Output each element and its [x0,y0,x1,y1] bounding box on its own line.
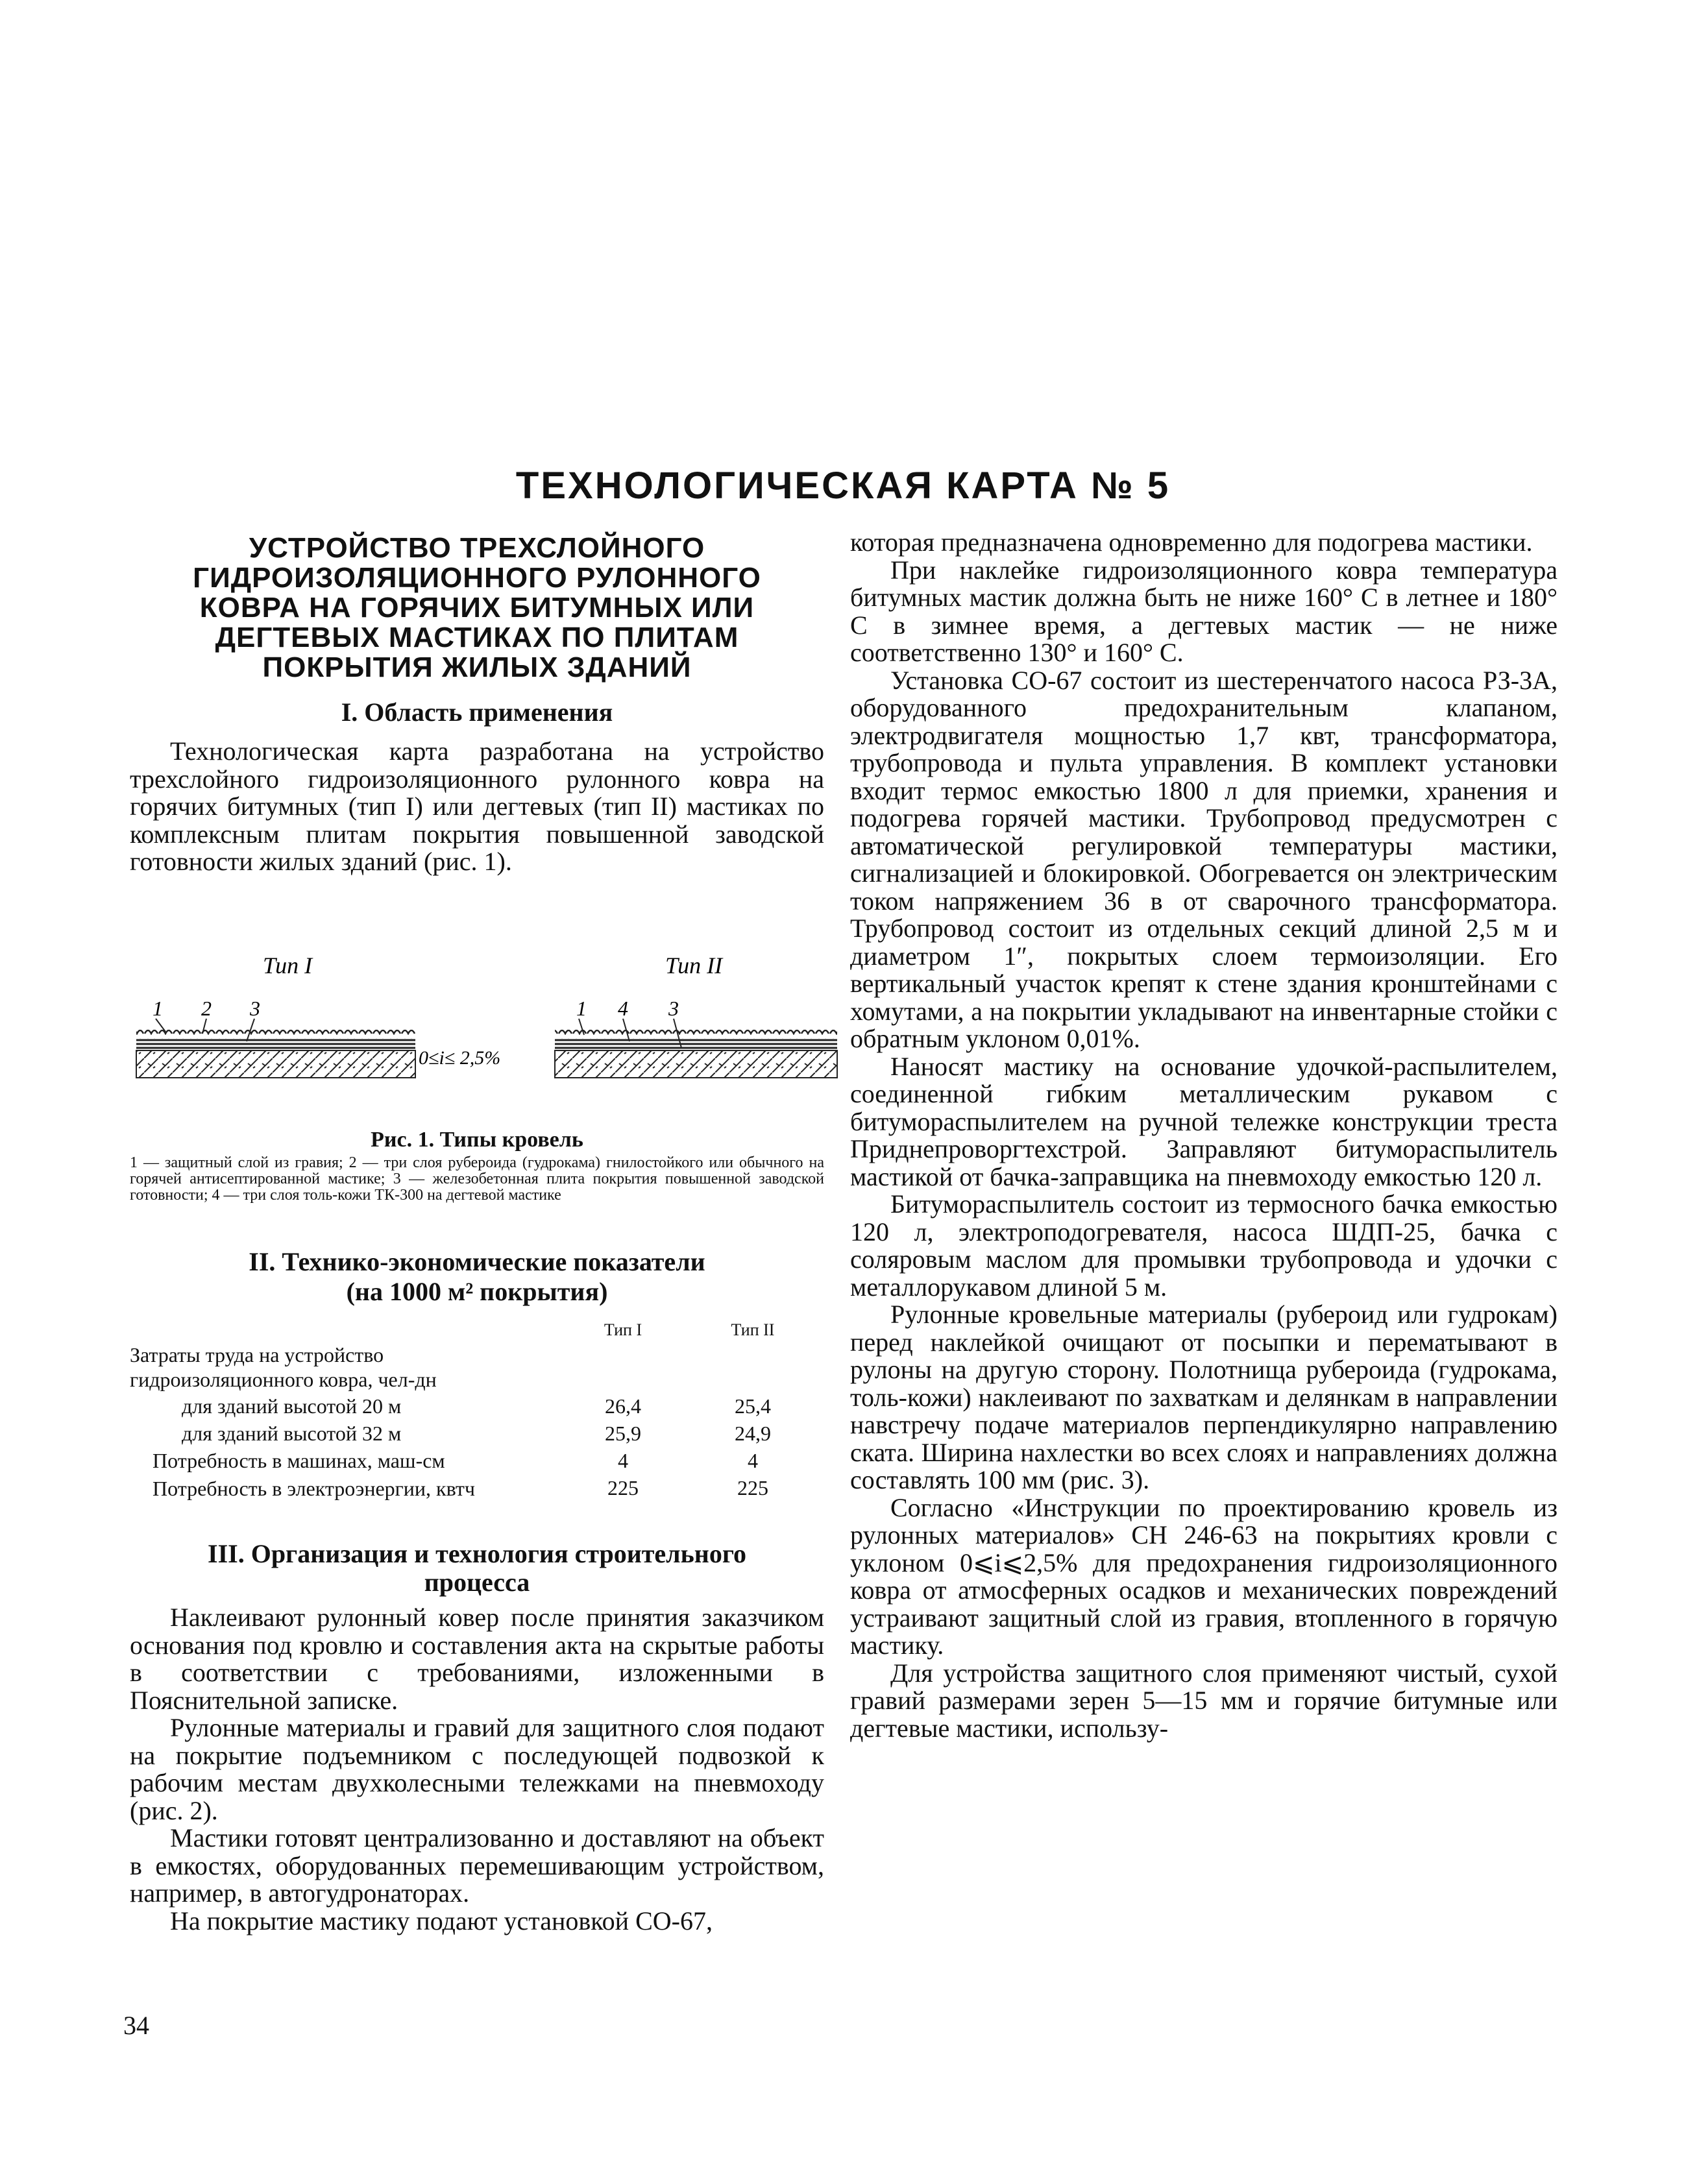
type-2-label: Тип II [665,952,723,978]
section-3-body [130,1604,824,1935]
value-type-1: 25,9 [605,1422,641,1445]
type-2-number: 4 [618,997,628,1020]
document-title-line: ДЕГТЕВЫХ МАСТИКАХ ПО ПЛИТАМ [215,622,739,653]
page-number: 34 [123,2011,149,2040]
document-title-line: УСТРОЙСТВО ТРЕХСЛОЙНОГО [249,532,705,564]
value-type-1: 225 [607,1476,639,1499]
column-header: Тип II [731,1320,775,1339]
paragraph: Рулонные кровельные материалы (рубероид или гудрокам) перед наклейкой очищают от посыпки и перематывают в рулоны на другую сторону. Полотнища рубероида (гудрокама, толь-кожи) наклеивают по захваткам и делянкам в направлении навстречу подаче материалов перпендикулярно направлению ската. Ширина нахлестки во всех слоях и направлениях должна составлять 100 мм (рис. 3). [850,1300,1558,1494]
section-1-heading: I. Область применения [341,698,613,727]
row-label: Затраты труда на устройство гидроизоляционного ковра, чел-дн [130,1343,437,1391]
type-2-number: 3 [668,997,679,1020]
figure-caption: Рис. 1. Типы кровель [371,1128,583,1152]
row-label: Потребность в электроэнергии, квтч [153,1477,475,1500]
table-header [130,1320,824,1342]
paragraph: Технологическая карта разработана на устройство трехслойного гидроизоляционного рулонного ковра на горячих битумных (тип I) или дегтевых (тип II) мастиках по комплексным плитам покрытия повышенной заводской готовности жилых зданий (рис. 1). [130,736,824,876]
value-type-1: 26,4 [605,1394,641,1418]
document-title-line: ПОКРЫТИЯ ЖИЛЫХ ЗДАНИЙ [262,651,692,683]
value-type-1: 4 [618,1449,628,1472]
document-title-line: КОВРА НА ГОРЯЧИХ БИТУМНЫХ ИЛИ [199,592,755,624]
document-title-line: ГИДРОИЗОЛЯЦИОННОГО РУЛОННОГО [193,562,761,594]
section-2-subheading: (на 1000 м² покрытия) [346,1277,608,1306]
table-row [130,1394,824,1422]
paragraph: На покрытие мастику подают установкой СО-67, [170,1906,713,1935]
paragraph: Согласно «Инструкции по проектированию кровель из рулонных материалов» СН 246-63 на покрытиях кровли с уклоном 0⩽i⩽2,5% для предохранения гидроизоляционного ковра от атмосферных осадков и механических повреждений устраивают защитный слой из гравия, втопленного в горячую мастику. [850,1492,1558,1660]
row-label: для зданий высотой 32 м [182,1422,402,1445]
paragraph: Мастики готовят централизованно и доставляют на объект в емкостях, оборудованных перемешивающим устройством, например, в автогудронаторах. [130,1823,824,1908]
type-1-number: 1 [153,997,163,1020]
row-label: для зданий высотой 20 м [182,1394,402,1418]
section-3-subheading: процесса [424,1568,530,1597]
value-type-2: 25,4 [735,1394,771,1418]
document-title [130,533,824,683]
gravel-layer [555,1030,837,1039]
type-1-number: 3 [250,997,260,1020]
paragraph: Рулонные материалы и гравий для защитного слоя подают на покрытие подъемником с последующей подвозкой к рабочим местам двухколесными тележками на пневмоходу (рис. 2). [130,1713,824,1825]
type-1-number: 2 [201,997,212,1020]
slab-layer [555,1050,837,1078]
paragraph: Установка СО-67 состоит из шестеренчатого насоса РЗ-3А, оборудованного предохранительным клапаном, электродвигателя мощностью 1,7 квт, трансформатора, трубопровода и пульта управления. В комплект установки входит термос емкостью 1800 л для приемки, хранения и подогрева горячей мастики. Трубопровод предусмотрен с автоматической регулировкой температуры мастики, сигнализацией и блокировкой. Обогревается он электрическим током напряжением 36 в от сварочного трансформатора. Трубопровод состоит из отдельных секций длиной 2,5 м и диаметром 1″, покрытых слоем термоизоляции. Его вертикальный участок крепят к стене здания кронштейнами с хомутами, а на покрытии укладывают на инвентарные стойки с обратным уклоном 0,01%. [850,665,1558,1053]
table-row [130,1422,824,1449]
column-header: Тип I [604,1320,642,1339]
section-1-body [130,738,824,876]
table-row [130,1342,824,1394]
slope-label: 0≤i≤ 2,5% [419,1047,501,1069]
gravel-layer [136,1030,415,1039]
section-2-heading: II. Технико-экономические показатели [249,1247,705,1276]
right-column [850,529,1558,1742]
indicators-table [130,1320,824,1528]
slab-layer [136,1050,415,1078]
value-type-2: 4 [748,1449,758,1472]
paragraph: Наносят мастику на основание удочкой-распылителем, соединенной гибким металлическим рукавом с битумораспылителем на ручной тележке конструкции треста Приднепроворгтехстрой. Заправляют битумораспылитель мастикой от бачка-заправщика на пневмоходу емкостью 120 л. [850,1051,1558,1191]
table-row [130,1449,824,1476]
paragraph: Наклеивают рулонный ковер после принятия заказчиком основания под кровлю и составления акта на скрытые работы в соответствии с требованиями, изложенными в Пояснительной записке. [130,1603,824,1715]
figure-legend: 1 — защитный слой из гравия; 2 — три слоя рубероида (гудрокама) гнилостойкого или обычного на горячей антисептированной мастике; 3 — железобетонная плита покрытия повышенной заводской готовности; 4 — три слоя толь-кожи ТК-300 на дегтевой мастике [130,1154,824,1204]
paragraph: При наклейке гидроизоляционного ковра температура битумных мастик должна быть не ниже 160° С в летнее и 180° С в зимнее время, а дегтевых мастик — не ниже соответственно 130° и 160° С. [850,555,1558,667]
row-label: Потребность в машинах, маш-см [153,1449,445,1472]
value-type-2: 24,9 [735,1422,771,1445]
page-title: ТЕХНОЛОГИЧЕСКАЯ КАРТА № 5 [515,465,1171,507]
value-type-2: 225 [737,1476,768,1499]
section-3-heading: III. Организация и технология строительного [208,1539,746,1568]
paragraph: Битумораспылитель состоит из термосного бачка емкостью 120 л, электроподогревателя, насоса ШДП-25, бачка с соляровым маслом для промывки трубопровода и удочки с металлорукавом длиной 5 м. [850,1189,1558,1302]
roof-types-figure [130,944,844,1119]
table-row [130,1476,824,1528]
type-2-number: 1 [576,997,587,1020]
type-1-label: Тип I [263,952,313,978]
paragraph: Для устройства защитного слоя применяют чистый, сухой гравий размерами зерен 5—15 мм и горячие битумные или дегтевые мастики, использу- [850,1658,1558,1743]
paragraph: которая предназначена одновременно для подогрева мастики. [850,528,1533,557]
